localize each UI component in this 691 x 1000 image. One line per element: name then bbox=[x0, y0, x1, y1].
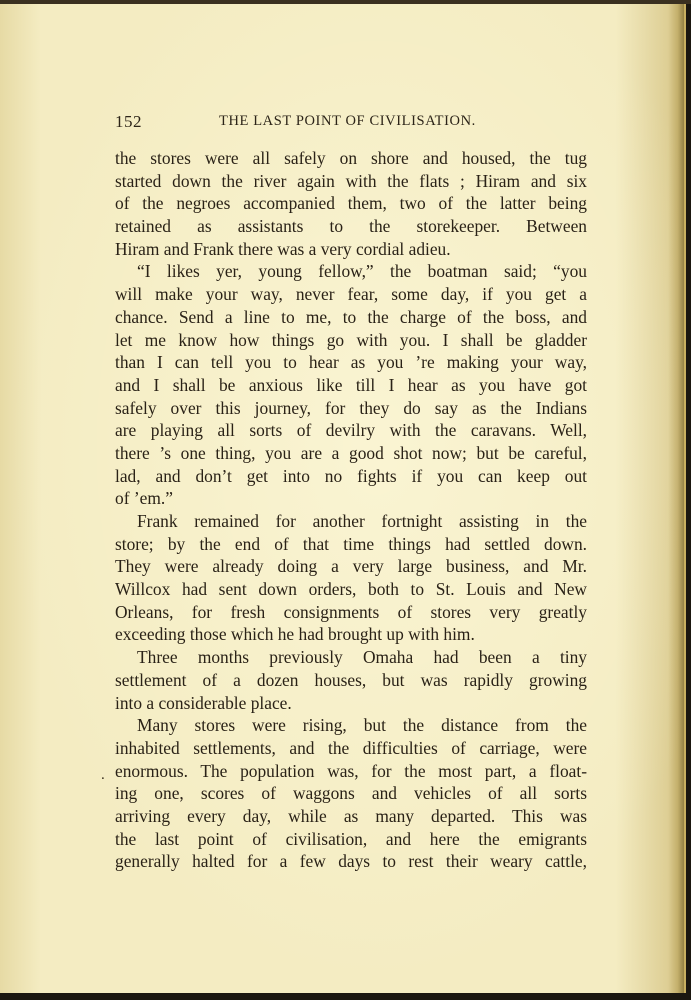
text-line: of ’em.” bbox=[115, 488, 173, 509]
text-line: chance. Send a line to me, to the charge of the boss, and bbox=[115, 306, 587, 327]
page-header bbox=[115, 112, 587, 134]
page-number: 152 bbox=[115, 112, 142, 131]
text-line: Three months previously Omaha had been a tiny bbox=[137, 647, 587, 668]
text-line: Many stores were rising, but the distance from the bbox=[137, 715, 587, 736]
text-line: retained as assistants to the storekeeper. Between bbox=[115, 216, 587, 237]
text-line: let me know how things go with you. I shall be gladder bbox=[115, 329, 587, 350]
text-line: store; by the end of that time things had settled down. bbox=[115, 533, 587, 554]
text-line: into a considerable place. bbox=[115, 692, 292, 713]
text-line: ing one, scores of waggons and vehicles of all sorts bbox=[115, 783, 587, 804]
text-line: started down the river again with the flats ; Hiram and six bbox=[115, 170, 587, 191]
text-line: the stores were all safely on shore and housed, the tug bbox=[115, 148, 587, 168]
text-line: and I shall be anxious like till I hear as you have got bbox=[115, 374, 587, 395]
text-line: inhabited settlements, and the difficulties of carriage, were bbox=[115, 737, 587, 758]
text-line: Willcox had sent down orders, both to St. Louis and New bbox=[115, 579, 587, 600]
text-line: of the negroes accompanied them, two of the latter being bbox=[115, 193, 587, 214]
text-line: Frank remained for another fortnight assisting in the bbox=[137, 511, 587, 531]
text-line: will make your way, never fear, some day, if you get a bbox=[115, 284, 587, 305]
text-line: settlement of a dozen houses, but was rapidly growing bbox=[115, 669, 587, 690]
text-line: lad, and don’t get into no fights if you can keep out bbox=[115, 465, 587, 486]
text-line: arriving every day, while as many departed. This was bbox=[115, 805, 587, 826]
text-line: the last point of civilisation, and here the emigrants bbox=[115, 828, 587, 849]
text-line: generally halted for a few days to rest their weary cattle, bbox=[115, 851, 587, 872]
top-border bbox=[0, 0, 691, 4]
text-line: enormous. The population was, for the most part, a float- bbox=[115, 760, 587, 781]
text-line: They were already doing a very large business, and Mr. bbox=[115, 556, 587, 577]
text-line: safely over this journey, for they do say as the Indians bbox=[115, 397, 587, 418]
text-line: “I likes yer, young fellow,” the boatman said; “you bbox=[137, 261, 587, 282]
running-head: THE LAST POINT OF CIVILISATION. bbox=[219, 113, 476, 129]
bottom-border bbox=[0, 993, 691, 1000]
text-line: are playing all sorts of devilry with the caravans. Well, bbox=[115, 420, 587, 441]
text-line: Orleans, for fresh consignments of stores very greatly bbox=[115, 601, 587, 622]
margin-mark: . bbox=[101, 767, 105, 783]
text-line: than I can tell you to hear as you ’re making your way, bbox=[115, 352, 587, 373]
page-edge-shadow bbox=[668, 0, 684, 993]
text-line: there ’s one thing, you are a good shot now; but be careful, bbox=[115, 442, 587, 463]
text-line: exceeding those which he had brought up with him. bbox=[115, 624, 475, 645]
body-text bbox=[115, 147, 587, 873]
text-line: Hiram and Frank there was a very cordial adieu. bbox=[115, 238, 451, 259]
